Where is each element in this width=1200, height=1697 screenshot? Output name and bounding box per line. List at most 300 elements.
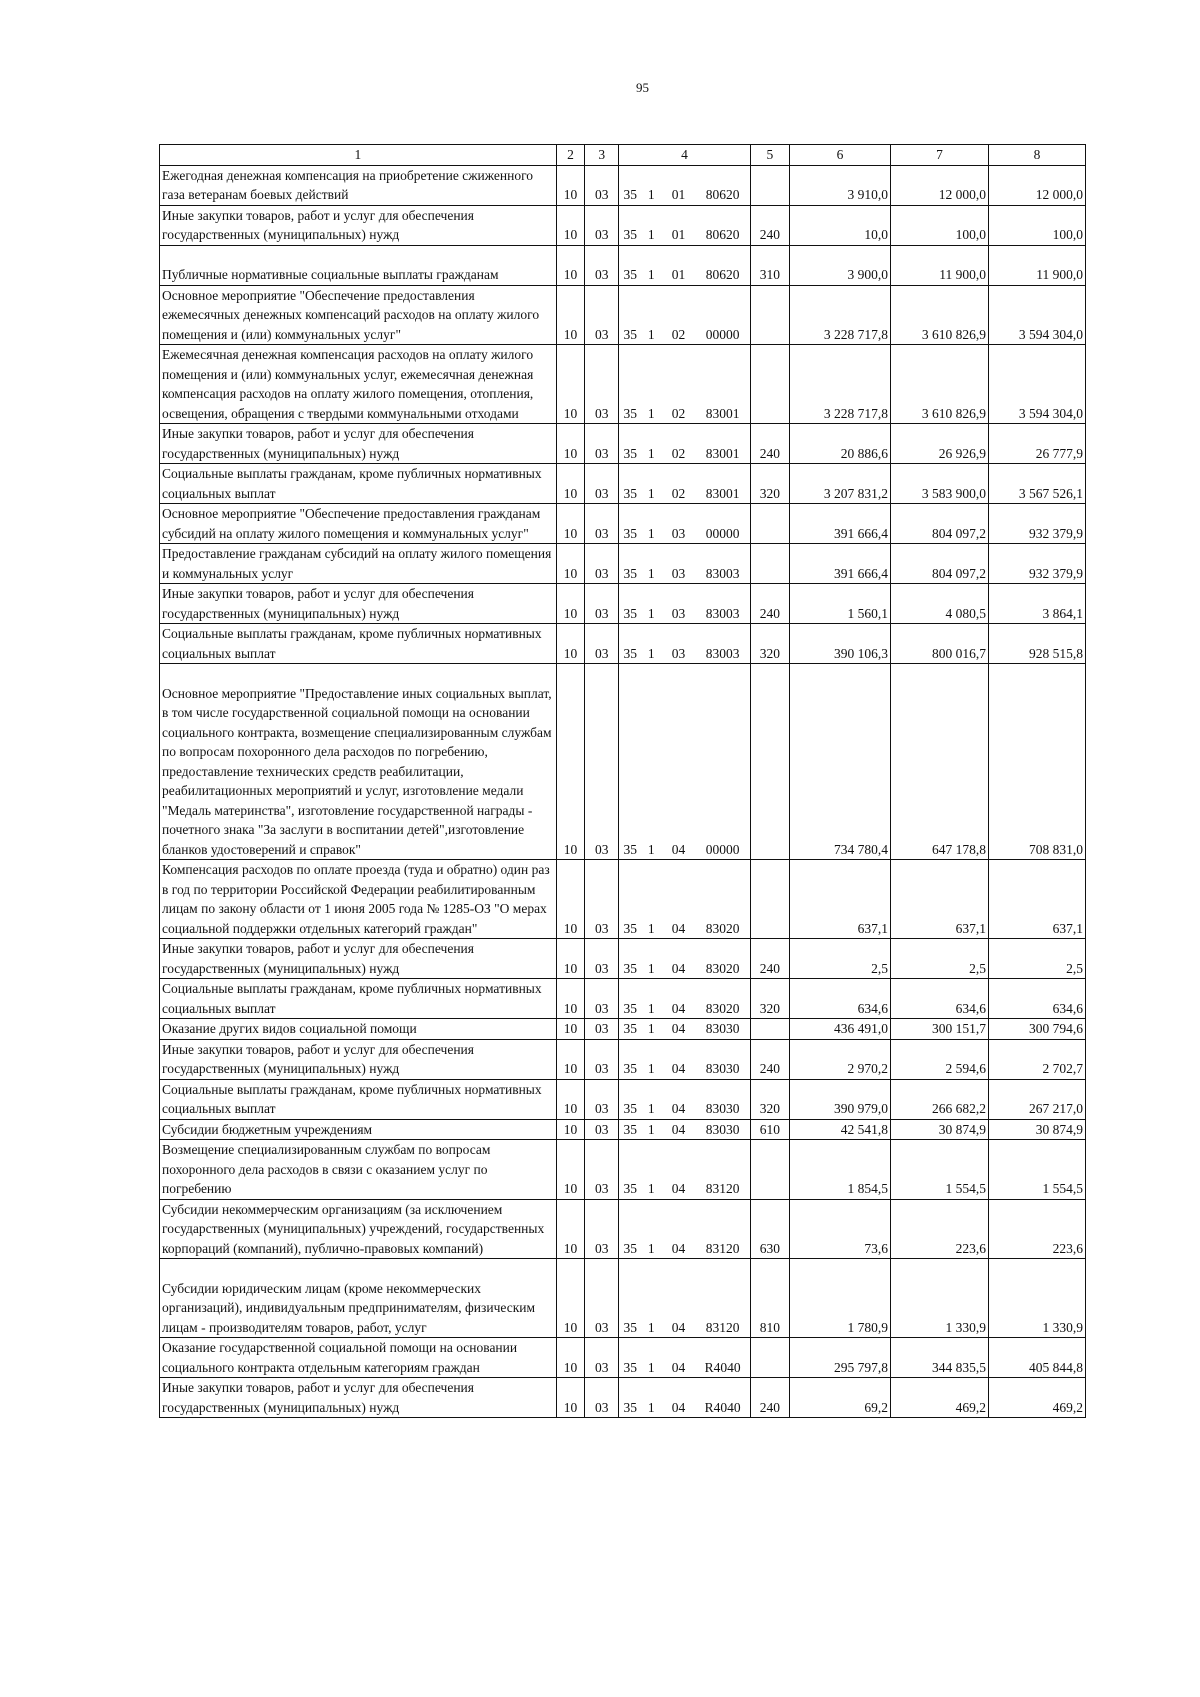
row-name: Иные закупки товаров, работ и услуг для обеспечения государственных (муниципальных) нужд: [160, 205, 557, 245]
cell-subsection: 03: [585, 1199, 619, 1259]
cell-direction: 80620: [696, 165, 751, 205]
cell-expense-type: [750, 504, 789, 544]
table-row: [160, 1259, 1086, 1338]
cell-value-8: 932 379,9: [988, 504, 1085, 544]
cell-expense-type: 320: [750, 979, 789, 1019]
cell-program: 35: [619, 939, 641, 979]
cell-expense-type: 320: [750, 464, 789, 504]
cell-value-8: 3 567 526,1: [988, 464, 1085, 504]
cell-program: 35: [619, 205, 641, 245]
cell-expense-type: 320: [750, 1079, 789, 1119]
row-name: Основное мероприятие "Обеспечение предоставления гражданам субсидий на оплату жилого помещения и коммунальных услуг": [160, 504, 557, 544]
row-name: Предоставление гражданам субсидий на оплату жилого помещения и коммунальных услуг: [160, 544, 557, 584]
table-row: [160, 664, 1086, 860]
cell-subprogram: 1: [641, 624, 661, 664]
cell-value-6: 2,5: [790, 939, 891, 979]
cell-direction: 83001: [696, 464, 751, 504]
table-row: [160, 1119, 1086, 1140]
cell-section: 10: [556, 1259, 584, 1338]
cell-value-7: 2,5: [891, 939, 989, 979]
cell-program: 35: [619, 860, 641, 939]
cell-subsection: 03: [585, 979, 619, 1019]
cell-event: 04: [661, 1079, 695, 1119]
cell-value-6: 634,6: [790, 979, 891, 1019]
table-row: [160, 1079, 1086, 1119]
cell-event: 03: [661, 584, 695, 624]
cell-subprogram: 1: [641, 285, 661, 345]
cell-event: 04: [661, 1140, 695, 1200]
row-name-spacer: [162, 246, 554, 266]
row-name-text: Субсидии юридическим лицам (кроме некоммерческих организаций), индивидуальным предпринимателям, физическим лицам - производителям товаров, работ, услуг: [162, 1280, 536, 1335]
cell-subsection: 03: [585, 165, 619, 205]
row-name: Субсидии некоммерческим организациям (за исключением государственных (муниципальных) учреждений, государственных корпораций (компаний), публично-правовых компаний): [160, 1199, 557, 1259]
cell-value-7: 100,0: [891, 205, 989, 245]
cell-expense-type: 240: [750, 1039, 789, 1079]
cell-section: 10: [556, 165, 584, 205]
cell-event: 01: [661, 165, 695, 205]
cell-subsection: 03: [585, 504, 619, 544]
cell-subsection: 03: [585, 1140, 619, 1200]
cell-value-7: 4 080,5: [891, 584, 989, 624]
cell-value-8: 26 777,9: [988, 424, 1085, 464]
cell-value-6: 3 900,0: [790, 245, 891, 285]
cell-section: 10: [556, 544, 584, 584]
cell-value-7: 26 926,9: [891, 424, 989, 464]
cell-expense-type: [750, 1140, 789, 1200]
cell-event: 04: [661, 979, 695, 1019]
cell-expense-type: 610: [750, 1119, 789, 1140]
cell-subsection: 03: [585, 245, 619, 285]
cell-subprogram: 1: [641, 1378, 661, 1418]
row-name: Компенсация расходов по оплате проезда (туда и обратно) один раз в год по территории Российской Федерации реабилитированным лицам по закону области от 1 июня 2005 года № 1285-ОЗ "О мерах социальной поддержки отдельных категорий граждан": [160, 860, 557, 939]
cell-value-8: 637,1: [988, 860, 1085, 939]
cell-value-7: 344 835,5: [891, 1338, 989, 1378]
cell-value-8: 932 379,9: [988, 544, 1085, 584]
cell-expense-type: 240: [750, 584, 789, 624]
cell-value-7: 637,1: [891, 860, 989, 939]
header-col-4: 4: [619, 145, 750, 166]
header-col-7: 7: [891, 145, 989, 166]
cell-direction: 83003: [696, 544, 751, 584]
cell-program: 35: [619, 424, 641, 464]
cell-program: 35: [619, 1119, 641, 1140]
row-name: Социальные выплаты гражданам, кроме публичных нормативных социальных выплат: [160, 464, 557, 504]
cell-value-6: 391 666,4: [790, 544, 891, 584]
cell-value-7: 266 682,2: [891, 1079, 989, 1119]
cell-expense-type: [750, 544, 789, 584]
cell-direction: 80620: [696, 205, 751, 245]
cell-value-8: 30 874,9: [988, 1119, 1085, 1140]
cell-event: 04: [661, 1119, 695, 1140]
row-name: Возмещение специализированным службам по вопросам похоронного дела расходов в связи с оказанием услуг по погребению: [160, 1140, 557, 1200]
table-row: [160, 860, 1086, 939]
row-name: Социальные выплаты гражданам, кроме публичных нормативных социальных выплат: [160, 624, 557, 664]
cell-program: 35: [619, 165, 641, 205]
cell-program: 35: [619, 1199, 641, 1259]
cell-section: 10: [556, 979, 584, 1019]
table-row: [160, 979, 1086, 1019]
cell-subsection: 03: [585, 424, 619, 464]
cell-value-8: 1 330,9: [988, 1259, 1085, 1338]
cell-program: 35: [619, 245, 641, 285]
cell-direction: 00000: [696, 504, 751, 544]
cell-subprogram: 1: [641, 664, 661, 860]
cell-direction: 83030: [696, 1039, 751, 1079]
cell-event: 02: [661, 345, 695, 424]
cell-section: 10: [556, 285, 584, 345]
cell-program: 35: [619, 285, 641, 345]
table-row: [160, 1039, 1086, 1079]
cell-expense-type: [750, 664, 789, 860]
cell-event: 03: [661, 544, 695, 584]
cell-value-8: 11 900,0: [988, 245, 1085, 285]
cell-value-6: 390 979,0: [790, 1079, 891, 1119]
row-name: Ежемесячная денежная компенсация расходов на оплату жилого помещения и (или) коммунальных услуг, ежемесячная денежная компенсация расходов на оплату жилого помещения, отопления, освещения, обращения с твердыми коммунальными отходами: [160, 345, 557, 424]
header-col-8: 8: [988, 145, 1085, 166]
cell-value-8: 634,6: [988, 979, 1085, 1019]
cell-event: 01: [661, 245, 695, 285]
cell-direction: 83030: [696, 1079, 751, 1119]
cell-subprogram: 1: [641, 1039, 661, 1079]
row-name: Социальные выплаты гражданам, кроме публичных нормативных социальных выплат: [160, 979, 557, 1019]
table-row: [160, 345, 1086, 424]
cell-program: 35: [619, 1079, 641, 1119]
row-name: Ежегодная денежная компенсация на приобретение сжиженного газа ветеранам боевых действий: [160, 165, 557, 205]
cell-value-7: 1 330,9: [891, 1259, 989, 1338]
cell-expense-type: 240: [750, 939, 789, 979]
cell-program: 35: [619, 1378, 641, 1418]
cell-subprogram: 1: [641, 245, 661, 285]
cell-subprogram: 1: [641, 1019, 661, 1040]
cell-subprogram: 1: [641, 424, 661, 464]
cell-event: 04: [661, 1199, 695, 1259]
table-row: [160, 1019, 1086, 1040]
cell-expense-type: 240: [750, 205, 789, 245]
row-name: Иные закупки товаров, работ и услуг для обеспечения государственных (муниципальных) нужд: [160, 1039, 557, 1079]
cell-section: 10: [556, 1119, 584, 1140]
cell-program: 35: [619, 345, 641, 424]
cell-event: 03: [661, 504, 695, 544]
cell-value-6: 637,1: [790, 860, 891, 939]
cell-direction: 83120: [696, 1140, 751, 1200]
cell-expense-type: 320: [750, 624, 789, 664]
cell-section: 10: [556, 345, 584, 424]
cell-expense-type: [750, 345, 789, 424]
cell-subprogram: 1: [641, 584, 661, 624]
row-name: Иные закупки товаров, работ и услуг для обеспечения государственных (муниципальных) нужд: [160, 939, 557, 979]
cell-subsection: 03: [585, 860, 619, 939]
cell-value-7: 3 610 826,9: [891, 345, 989, 424]
cell-program: 35: [619, 464, 641, 504]
cell-event: 04: [661, 860, 695, 939]
cell-program: 35: [619, 1140, 641, 1200]
row-name: Иные закупки товаров, работ и услуг для обеспечения государственных (муниципальных) нужд: [160, 424, 557, 464]
row-name-text: Публичные нормативные социальные выплаты гражданам: [162, 267, 499, 282]
row-name: Субсидии бюджетным учреждениям: [160, 1119, 557, 1140]
cell-expense-type: [750, 285, 789, 345]
cell-subsection: 03: [585, 345, 619, 424]
cell-program: 35: [619, 544, 641, 584]
cell-value-6: 2 970,2: [790, 1039, 891, 1079]
cell-subsection: 03: [585, 1039, 619, 1079]
row-name: Основное мероприятие "Обеспечение предоставления ежемесячных денежных компенсаций расходов на оплату жилого помещения и (или) коммунальных услуг": [160, 285, 557, 345]
cell-expense-type: 630: [750, 1199, 789, 1259]
table-row: [160, 1338, 1086, 1378]
row-name-spacer: [162, 1259, 554, 1279]
cell-value-7: 300 151,7: [891, 1019, 989, 1040]
cell-value-8: 223,6: [988, 1199, 1085, 1259]
row-name: [160, 245, 557, 285]
table-row: [160, 424, 1086, 464]
cell-expense-type: 240: [750, 424, 789, 464]
cell-value-7: 469,2: [891, 1378, 989, 1418]
cell-direction: 83001: [696, 345, 751, 424]
cell-section: 10: [556, 584, 584, 624]
cell-value-6: 73,6: [790, 1199, 891, 1259]
cell-event: 02: [661, 464, 695, 504]
cell-value-7: 1 554,5: [891, 1140, 989, 1200]
cell-value-8: 405 844,8: [988, 1338, 1085, 1378]
cell-value-6: 1 560,1: [790, 584, 891, 624]
cell-expense-type: [750, 1338, 789, 1378]
cell-value-7: 11 900,0: [891, 245, 989, 285]
cell-subsection: 03: [585, 624, 619, 664]
cell-subprogram: 1: [641, 979, 661, 1019]
cell-direction: 83003: [696, 624, 751, 664]
cell-value-8: 2 702,7: [988, 1039, 1085, 1079]
cell-value-6: 734 780,4: [790, 664, 891, 860]
cell-value-6: 1 780,9: [790, 1259, 891, 1338]
cell-direction: R4040: [696, 1338, 751, 1378]
cell-section: 10: [556, 1378, 584, 1418]
cell-subsection: 03: [585, 1259, 619, 1338]
cell-expense-type: 310: [750, 245, 789, 285]
cell-subprogram: 1: [641, 1119, 661, 1140]
cell-direction: 00000: [696, 664, 751, 860]
cell-section: 10: [556, 245, 584, 285]
cell-section: 10: [556, 504, 584, 544]
cell-value-7: 3 583 900,0: [891, 464, 989, 504]
page-number: 95: [636, 80, 649, 95]
cell-value-8: 12 000,0: [988, 165, 1085, 205]
cell-section: 10: [556, 860, 584, 939]
cell-program: 35: [619, 979, 641, 1019]
row-name: Иные закупки товаров, работ и услуг для обеспечения государственных (муниципальных) нужд: [160, 1378, 557, 1418]
table-row: [160, 939, 1086, 979]
cell-subsection: 03: [585, 1119, 619, 1140]
cell-expense-type: [750, 165, 789, 205]
cell-value-8: 267 217,0: [988, 1079, 1085, 1119]
table-row: [160, 205, 1086, 245]
cell-value-6: 10,0: [790, 205, 891, 245]
cell-direction: 83030: [696, 1119, 751, 1140]
cell-section: 10: [556, 464, 584, 504]
cell-event: 03: [661, 624, 695, 664]
header-col-2: 2: [556, 145, 584, 166]
cell-event: 04: [661, 1378, 695, 1418]
cell-section: 10: [556, 424, 584, 464]
cell-subsection: 03: [585, 1079, 619, 1119]
table-row: [160, 624, 1086, 664]
cell-section: 10: [556, 1140, 584, 1200]
table-row: [160, 544, 1086, 584]
cell-subsection: 03: [585, 1378, 619, 1418]
budget-table: [159, 144, 1086, 1418]
cell-value-6: 3 910,0: [790, 165, 891, 205]
cell-program: 35: [619, 584, 641, 624]
cell-subprogram: 1: [641, 205, 661, 245]
cell-subprogram: 1: [641, 939, 661, 979]
cell-subprogram: 1: [641, 464, 661, 504]
cell-value-7: 3 610 826,9: [891, 285, 989, 345]
cell-value-8: 469,2: [988, 1378, 1085, 1418]
table-row: [160, 464, 1086, 504]
header-col-1: 1: [160, 145, 557, 166]
cell-event: 04: [661, 664, 695, 860]
header-row: [160, 145, 1086, 166]
cell-section: 10: [556, 939, 584, 979]
cell-value-7: 223,6: [891, 1199, 989, 1259]
cell-expense-type: [750, 860, 789, 939]
cell-subsection: 03: [585, 664, 619, 860]
cell-section: 10: [556, 664, 584, 860]
cell-value-7: 634,6: [891, 979, 989, 1019]
cell-subprogram: 1: [641, 345, 661, 424]
cell-subsection: 03: [585, 939, 619, 979]
cell-program: 35: [619, 1338, 641, 1378]
cell-value-8: 2,5: [988, 939, 1085, 979]
cell-subprogram: 1: [641, 165, 661, 205]
cell-value-6: 391 666,4: [790, 504, 891, 544]
cell-subsection: 03: [585, 1019, 619, 1040]
cell-subprogram: 1: [641, 1079, 661, 1119]
cell-value-6: 3 228 717,8: [790, 285, 891, 345]
cell-direction: 83020: [696, 939, 751, 979]
cell-subsection: 03: [585, 584, 619, 624]
cell-subprogram: 1: [641, 504, 661, 544]
table-row: [160, 1199, 1086, 1259]
cell-value-8: 300 794,6: [988, 1019, 1085, 1040]
row-name: Иные закупки товаров, работ и услуг для обеспечения государственных (муниципальных) нужд: [160, 584, 557, 624]
cell-value-6: 3 207 831,2: [790, 464, 891, 504]
row-name: [160, 664, 557, 860]
cell-direction: 83030: [696, 1019, 751, 1040]
cell-value-6: 390 106,3: [790, 624, 891, 664]
cell-value-7: 647 178,8: [891, 664, 989, 860]
cell-program: 35: [619, 1259, 641, 1338]
table-row: [160, 504, 1086, 544]
cell-value-8: 100,0: [988, 205, 1085, 245]
cell-subprogram: 1: [641, 1259, 661, 1338]
cell-direction: R4040: [696, 1378, 751, 1418]
cell-direction: 83001: [696, 424, 751, 464]
cell-value-6: 42 541,8: [790, 1119, 891, 1140]
row-name: Оказание государственной социальной помощи на основании социального контракта отдельным категориям граждан: [160, 1338, 557, 1378]
cell-value-8: 928 515,8: [988, 624, 1085, 664]
cell-program: 35: [619, 1019, 641, 1040]
cell-subprogram: 1: [641, 1199, 661, 1259]
cell-value-6: 1 854,5: [790, 1140, 891, 1200]
cell-value-8: 3 864,1: [988, 584, 1085, 624]
table-row: [160, 584, 1086, 624]
cell-expense-type: 810: [750, 1259, 789, 1338]
cell-section: 10: [556, 624, 584, 664]
table-row: [160, 1140, 1086, 1200]
cell-value-7: 12 000,0: [891, 165, 989, 205]
cell-event: 04: [661, 939, 695, 979]
cell-subsection: 03: [585, 285, 619, 345]
cell-program: 35: [619, 624, 641, 664]
row-name: [160, 1259, 557, 1338]
cell-subsection: 03: [585, 464, 619, 504]
cell-section: 10: [556, 205, 584, 245]
cell-program: 35: [619, 504, 641, 544]
cell-direction: 83020: [696, 860, 751, 939]
cell-section: 10: [556, 1338, 584, 1378]
cell-subprogram: 1: [641, 1338, 661, 1378]
row-name: Оказание других видов социальной помощи: [160, 1019, 557, 1040]
row-name-spacer: [162, 664, 554, 684]
cell-event: 02: [661, 424, 695, 464]
cell-section: 10: [556, 1079, 584, 1119]
row-name: Социальные выплаты гражданам, кроме публичных нормативных социальных выплат: [160, 1079, 557, 1119]
cell-direction: 83003: [696, 584, 751, 624]
cell-subsection: 03: [585, 1338, 619, 1378]
cell-value-6: 69,2: [790, 1378, 891, 1418]
cell-direction: 83120: [696, 1199, 751, 1259]
cell-value-7: 804 097,2: [891, 504, 989, 544]
cell-value-8: 3 594 304,0: [988, 345, 1085, 424]
header-col-6: 6: [790, 145, 891, 166]
cell-direction: 80620: [696, 245, 751, 285]
cell-value-6: 436 491,0: [790, 1019, 891, 1040]
cell-subsection: 03: [585, 544, 619, 584]
cell-expense-type: 240: [750, 1378, 789, 1418]
cell-event: 01: [661, 205, 695, 245]
cell-section: 10: [556, 1019, 584, 1040]
cell-event: 02: [661, 285, 695, 345]
cell-value-8: 1 554,5: [988, 1140, 1085, 1200]
cell-subprogram: 1: [641, 860, 661, 939]
cell-subprogram: 1: [641, 544, 661, 584]
cell-event: 04: [661, 1259, 695, 1338]
header-col-3: 3: [585, 145, 619, 166]
cell-direction: 83120: [696, 1259, 751, 1338]
table-row: [160, 1378, 1086, 1418]
row-name-text: Основное мероприятие "Предоставление иных социальных выплат, в том числе государственной социальной помощи на основании социального контракта, возмещение специализированным службам по вопросам похоронного дела расходов по погребению, предоставление технических средств реабилитации, реабилитационных мероприятий и услуг, изготовление медали "Медаль материнства", изготовление государственной награды - почетного знака "За заслуги в воспитании детей",изготовление бланков удостоверений и справок": [162, 685, 552, 857]
cell-value-8: 3 594 304,0: [988, 285, 1085, 345]
cell-program: 35: [619, 664, 641, 860]
cell-value-7: 30 874,9: [891, 1119, 989, 1140]
cell-value-7: 800 016,7: [891, 624, 989, 664]
cell-section: 10: [556, 1039, 584, 1079]
cell-value-8: 708 831,0: [988, 664, 1085, 860]
table-row: [160, 245, 1086, 285]
header-col-5: 5: [750, 145, 789, 166]
cell-direction: 83020: [696, 979, 751, 1019]
cell-value-7: 2 594,6: [891, 1039, 989, 1079]
cell-section: 10: [556, 1199, 584, 1259]
cell-program: 35: [619, 1039, 641, 1079]
cell-value-6: 20 886,6: [790, 424, 891, 464]
cell-event: 04: [661, 1019, 695, 1040]
cell-event: 04: [661, 1039, 695, 1079]
table-row: [160, 285, 1086, 345]
cell-subprogram: 1: [641, 1140, 661, 1200]
cell-direction: 00000: [696, 285, 751, 345]
table-row: [160, 165, 1086, 205]
cell-value-6: 295 797,8: [790, 1338, 891, 1378]
